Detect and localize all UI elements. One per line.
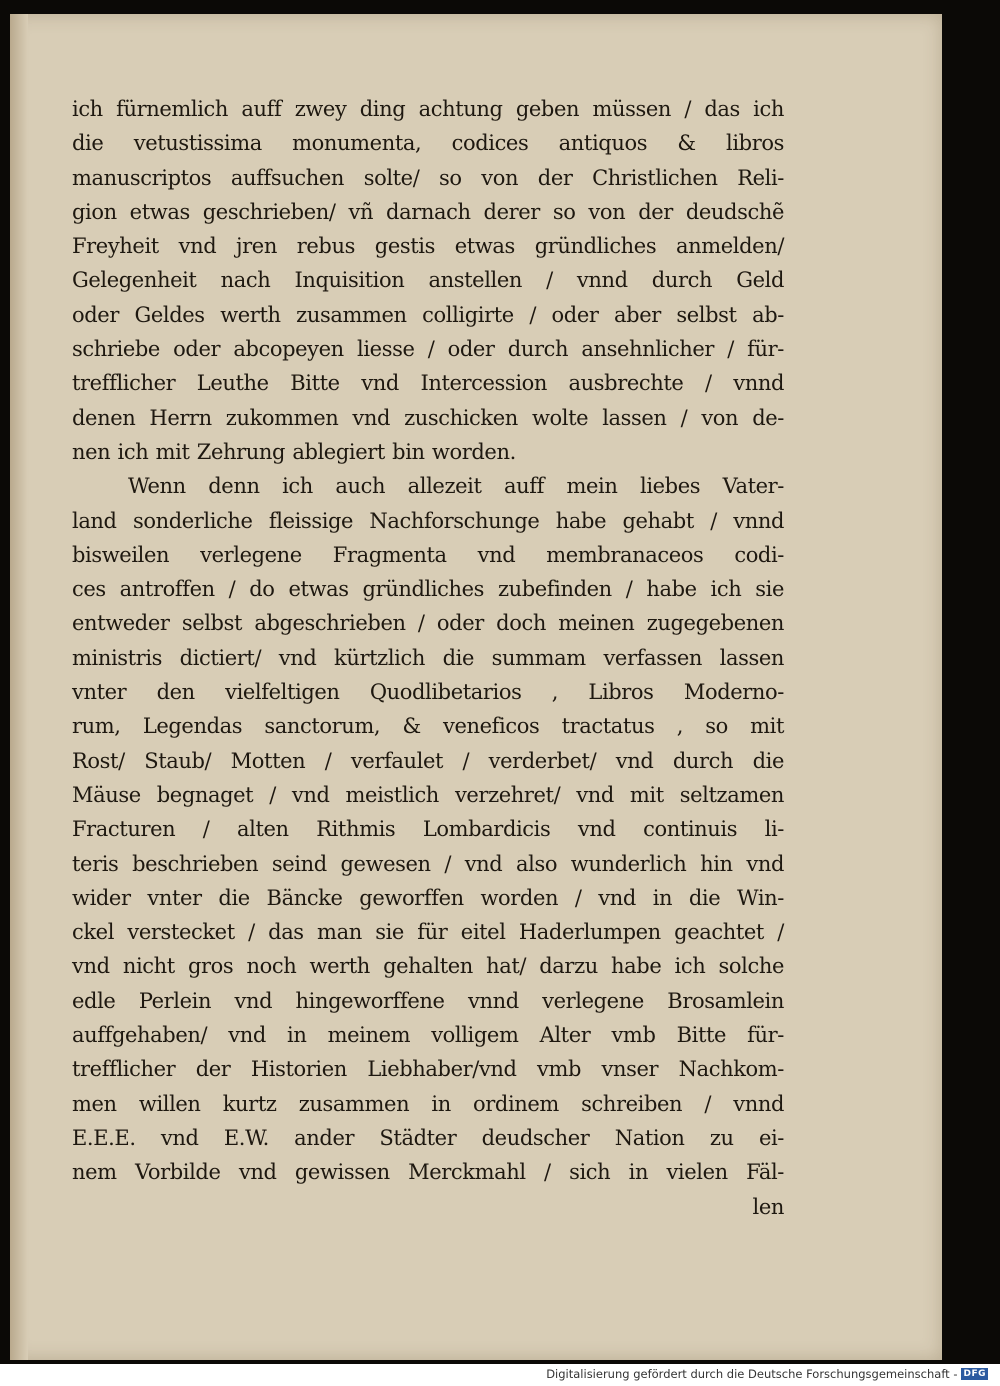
text-line: ministris dictiert/ vnd kürtzlich die summam verfassen lassen: [72, 645, 784, 670]
page-text-block: [72, 92, 784, 1224]
text-line: Fracturen / alten Rithmis Lombardicis vnd continuis li-: [72, 817, 784, 842]
text-line: Gelegenheit nach Inquisition anstellen / vnnd durch Geld: [72, 268, 784, 293]
text-line: manuscriptos auffsuchen solte/ so von der Christlichen Reli-: [72, 165, 784, 190]
scan-right-border: [942, 30, 1000, 1364]
text-line: men willen kurtz zusammen in ordinem schreiben / vnnd: [72, 1091, 784, 1116]
text-line: nem Vorbilde vnd gewissen Merckmahl / sich in vielen Fäl-: [72, 1160, 784, 1185]
text-line: oder Geldes werth zusammen colligirte / oder aber selbst ab-: [72, 302, 784, 327]
text-line: bisweilen verlegene Fragmenta vnd membranaceos codi-: [72, 542, 784, 567]
text-line: E.E.E. vnd E.W. ander Städter deudscher Nation zu ei-: [72, 1125, 784, 1150]
catchword: len: [752, 1194, 784, 1219]
text-line: vnter den vielfeltigen Quodlibetarios , Libros Moderno-: [72, 680, 784, 705]
text-line: trefflicher der Historien Liebhaber/vnd vmb vnser Nachkom-: [72, 1057, 784, 1082]
book-page: [10, 14, 942, 1360]
text-line: trefflicher Leuthe Bitte vnd Intercession ausbrechte / vnnd: [72, 371, 784, 396]
text-line: wider vnter die Bäncke geworffen worden / vnd in die Win-: [72, 885, 784, 910]
text-line: ces antroffen / do etwas gründliches zubefinden / habe ich sie: [72, 577, 784, 602]
text-line: schriebe oder abcopeyen liesse / oder durch ansehnlicher / für-: [72, 337, 784, 362]
text-line: land sonderliche fleissige Nachforschunge habe gehabt / vnnd: [72, 508, 784, 533]
text-line: denen Herrn zukommen vnd zuschicken wolte lassen / von de-: [72, 405, 784, 430]
text-line: ckel verstecket / das man sie für eitel Haderlumpen geachtet /: [72, 920, 784, 945]
page-gutter-shadow: [10, 14, 28, 1360]
text-line: Mäuse begnaget / vnd meistlich verzehret/ vnd mit seltzamen: [72, 782, 784, 807]
text-line: auffgehaben/ vnd in meinem volligem Alter vmb Bitte für-: [72, 1023, 784, 1048]
text-line: teris beschrieben seind gewesen / vnd also wunderlich hin vnd: [72, 851, 784, 876]
text-line: entweder selbst abgeschrieben / oder doch meinen zugegebenen: [72, 611, 784, 636]
digitization-credit: [546, 1364, 988, 1384]
text-line: Rost/ Staub/ Motten / verfaulet / verderbet/ vnd durch die: [72, 748, 784, 773]
paragraph-start-line: Wenn denn ich auch allezeit auff mein liebes Vater-: [128, 474, 784, 499]
text-line: Freyheit vnd jren rebus gestis etwas gründliches anmelden/: [72, 234, 784, 259]
dfg-logo: DFG: [963, 1369, 986, 1379]
text-line: ich fürnemlich auff zwey ding achtung geben müssen / das ich: [72, 97, 784, 121]
text-line: die vetustissima monumenta, codices antiquos & libros: [72, 131, 784, 156]
credit-text: Digitalisierung gefördert durch die Deutsche Forschungsgemeinschaft -: [546, 1367, 958, 1381]
text-line: rum, Legendas sanctorum, & veneficos tractatus , so mit: [72, 714, 784, 739]
text-line: vnd nicht gros noch werth gehalten hat/ darzu habe ich solche: [72, 954, 784, 979]
text-line: nen ich mit Zehrung ablegiert bin worden.: [72, 439, 516, 464]
text-line: edle Perlein vnd hingeworffene vnnd verlegene Brosamlein: [72, 988, 784, 1013]
text-line: gion etwas geschrieben/ vñ darnach derer so von der deudschẽ: [72, 199, 784, 224]
